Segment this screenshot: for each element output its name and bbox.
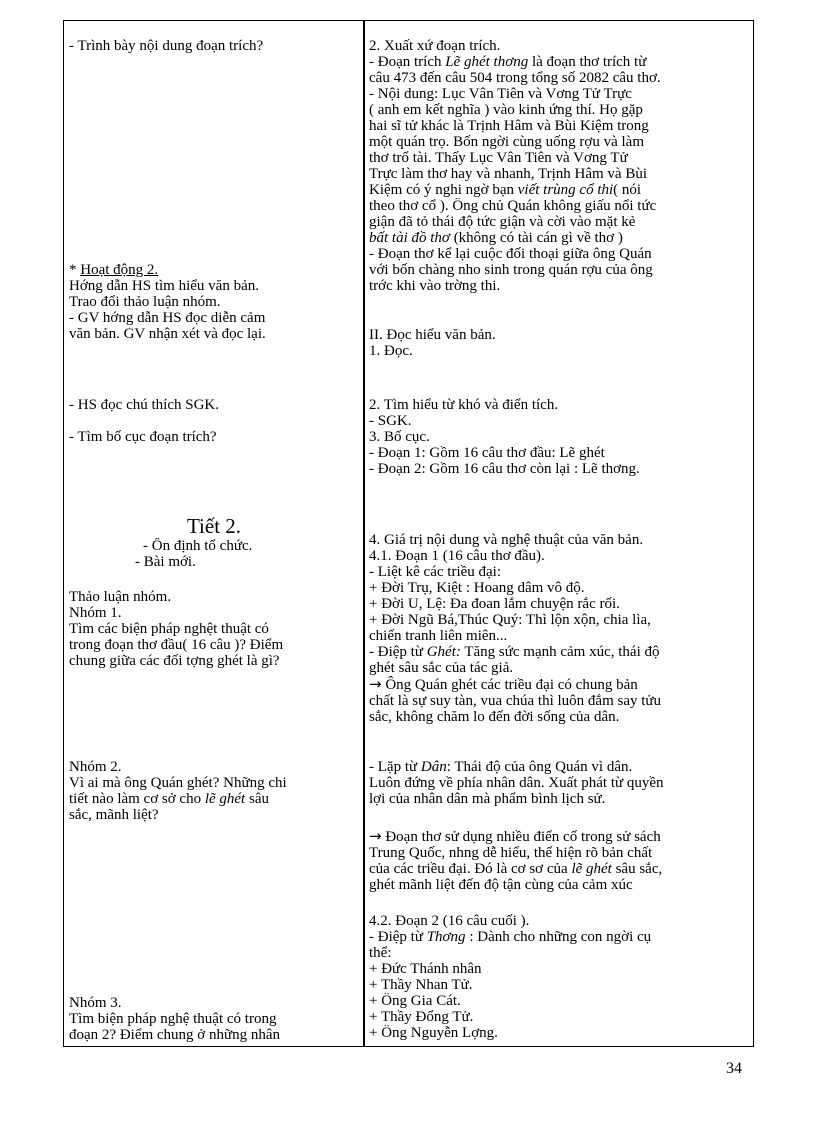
new-lesson: - Bài mới. <box>135 554 196 570</box>
arrow-icon: → <box>369 676 382 693</box>
arrow-icon: → <box>369 828 382 845</box>
activity-2-title: Hoạt động 2. <box>80 262 159 278</box>
section-paragraph-2: 4.2. Đoạn 2 (16 câu cuối ). - Điệp từ Thơng : Dành cho những con ngời cụ thể: + Đức Thánh nhân + Thầy Nhan Tử. + Ông Gia Cát. + Thầy Đổng Tử. + Ông Nguyễn Lợng. <box>369 913 652 1041</box>
section-value: 4. Giá trị nội dung và nghệ thuật của văn bản. 4.1. Đoạn 1 (16 câu thơ đầu). - Liệt kê các triều đại: + Đời Trụ, Kiệt : Hoang dâm vô độ. + Đời U, Lệ: Đa đoan lắm chuyện rắc rối. + Đời Ngũ Bá,Thúc Quý: Thì lộn xộn, chia lìa, chiến tranh liên miên... - Điệp từ Ghét: Tăng sức mạnh cảm xúc, thái độ ghét sâu sắc của tác giả. → Ông Quán ghét các triều đại có chung bản chất là sự suy tàn, vua chúa thì luôn đắm say tửu sắc, không chăm lo đến đời sống của dân. <box>369 532 662 725</box>
group-3: Nhóm 3. Tìm biện pháp nghệ thuật có trong đoạn 2? Điểm chung ở những nhân <box>69 995 281 1043</box>
section-vocabulary: 2. Tìm hiểu từ khó và điển tích. - SGK. 3. Bố cục. - Đoạn 1: Gồm 16 câu thơ đầu: Lẽ ghét - Đoạn 2: Gồm 16 câu thơ còn lại : Lẽ thơng. <box>369 397 640 477</box>
group-1: Nhóm 1. <box>69 605 122 621</box>
page-number: 34 <box>726 1060 742 1077</box>
stabilize-class: - Ổn định tổ chức. <box>143 538 253 554</box>
question-layout: - Tìm bố cục đoạn trích? <box>69 429 217 445</box>
section-allusion: → Đoạn thơ sử dụng nhiều điển cố trong sử sách Trung Quốc, nhng dễ hiểu, thể hiện rõ bản chất của các triều đại. Đó là cơ sơ của lẽ ghét sâu sắc, ghét mãnh liệt đến độ tận cùng của cảm xúc <box>369 828 663 893</box>
column-divider <box>363 20 365 1047</box>
group-discussion: Thảo luận nhóm. Nhóm 1. Tìm các biện pháp nghệt thuật có trong đoạn thơ đầu( 16 câu )? Điểm chung giữa các đối tợng ghét là gì? <box>69 589 358 669</box>
section-people: - Lặp từ Dân: Thái độ của ông Quán vì dân. Luôn đứng về phía nhân dân. Xuất phát từ quyền lợi của nhân dân mà phẩm bình lịch sử. <box>369 759 664 807</box>
lesson-2-heading: Tiết 2. <box>186 514 242 538</box>
section-origin: 2. Xuất xứ đoạn trích. - Đoạn trích Lẽ ghét thơng là đoạn thơ trích từ câu 473 đến câu 504 trong tổng số 2082 câu thơ. - Nội dung: Lục Vân Tiên và Vơng Tử Trực ( anh em kết nghĩa ) vào kinh ứng thí. Họ gặp hai sĩ tử khác là Trịnh Hâm và Bùi Kiệm trong một quán trọ. Bốn ngời cùng uống rợu và làm thơ trổ tài. Thấy Lục Vân Tiên và Vơng Tử Trực làm thơ hay và nhanh, Trịnh Hâm và Bùi Kiệm có ý nghi ngờ bạn viết trùng cổ thi( nói theo thơ cổ ). Ông chủ Quán không giấu nổi tức giận đã tỏ thái độ tức giận và cời vào mặt kẻ bất tài đồ thơ (không có tài cán gì về thơ ) - Đoạn thơ kể lại cuộc đối thoại giữa ông Quán với bốn chàng nho sinh trong quán rợu của ông trớc khi vào trờng thi. <box>369 38 661 294</box>
section-reading: II. Đọc hiểu văn bản. 1. Đọc. <box>369 327 496 359</box>
group-2: Nhóm 2. Vì ai mà ông Quán ghét? Những chi tiết nào làm cơ sở cho lẽ ghét sâu sắc, mãnh liệt? <box>69 759 287 823</box>
activity-2: * Hoạt động 2. Hớng dẫn HS tìm hiểu văn bản. Trao đổi thảo luận nhóm. - GV hớng dẫn HS đọc diễn cảm văn bản. GV nhận xét và đọc lại. <box>69 262 266 342</box>
question-content: - Trình bày nội dung đoạn trích? <box>69 38 264 54</box>
hs-read-notes: - HS đọc chú thích SGK. <box>69 397 219 413</box>
